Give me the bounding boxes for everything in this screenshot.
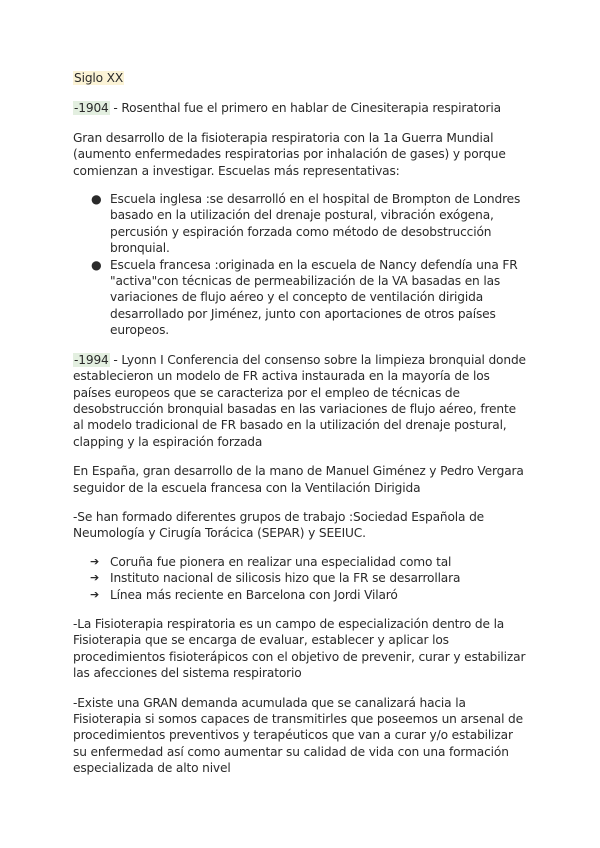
bullet-icon: ● [91, 257, 102, 272]
paragraph-1994 [73, 352, 530, 450]
list-item [73, 257, 530, 339]
milestones-list [73, 554, 530, 603]
paragraph-1904-text: - Rosenthal fue el primero en hablar de Cinesiterapia respiratoria [109, 101, 501, 116]
paragraph-1904 [73, 100, 530, 116]
milestone-silicosis: Instituto nacional de silicosis hizo que la FR se desarrollara [110, 571, 461, 586]
heading-text: Siglo XX [74, 71, 124, 85]
schools-list [73, 191, 530, 339]
milestone-barcelona: Línea más reciente en Barcelona con Jordi Vilaró [110, 587, 398, 602]
arrow-right-icon: ➔ [90, 554, 100, 568]
paragraph-spain: En España, gran desarrollo de la mano de Manuel Giménez y Pedro Vergara seguidor de la escuela francesa con la Ventilación Dirigida [73, 464, 524, 495]
paragraph-groups: -Se han formado diferentes grupos de trabajo :Sociedad Española de Neumología y Cirugía Torácica (SEPAR) y SEEIUC. [73, 509, 484, 541]
milestone-coruna: Coruña fue pionera en realizar una especialidad como tal [110, 554, 452, 569]
paragraph-ww1: Gran desarrollo de la fisioterapia respiratoria con la 1a Guerra Mundial (aumento enfermedades respiratorias por inhalación de gases) y porque comienzan a investigar. Escuelas más representativas: [73, 130, 506, 178]
section-heading [73, 70, 530, 86]
school-english: Escuela inglesa :se desarrolló en el hospital de Brompton de Londres basado en la utilización del drenaje postural, vibración exógena, percusión y espiración forzada como método de desobstrucción bronquial. [110, 192, 521, 256]
arrow-right-icon: ➔ [90, 571, 100, 585]
paragraph-1994-text: - Lyonn I Conferencia del consenso sobre la limpieza bronquial donde establecieron un modelo de FR activa instaurada en la mayoría de los países europeos que se caracteriza por el empleo de técnicas de desobstrucción bronquial basadas en las variaciones de flujo aéreo, frente al modelo tradicional de FR basado en la utilización del drenaje postural, clapping y la espiración forzada [73, 352, 526, 449]
year-1994: -1994 [74, 352, 109, 367]
paragraph-demand: -Existe una GRAN demanda acumulada que se canalizará hacia la Fisioterapia si somos capaces de transmitirles que poseemos un arsenal de procedimientos preventivos y terapéuticos que van a curar y/o estabilizar su enfermedad así como aumentar su calidad de vida con una formación especializada de alto nivel [73, 695, 523, 776]
list-item [73, 191, 530, 257]
year-1904: -1904 [74, 101, 109, 116]
paragraph-definition: -La Fisioterapia respiratoria es un campo de especialización dentro de la Fisioterapia que se encarga de evaluar, establecer y aplicar los procedimientos fisioterápicos con el objetivo de prevenir, curar y estabilizar las afecciones del sistema respiratorio [73, 616, 526, 681]
list-item [73, 587, 530, 603]
school-french: Escuela francesa :originada en la escuela de Nancy defendía una FR "activa"con técnicas de permeabilización de la VA basadas en las variaciones de flujo aéreo y el concepto de ventilación dirigida desarrollado por Jiménez, junto con aportaciones de otros países europeos. [110, 257, 518, 338]
arrow-right-icon: ➔ [90, 587, 100, 601]
bullet-icon: ● [91, 192, 102, 207]
list-item [73, 570, 530, 586]
list-item [73, 554, 530, 570]
